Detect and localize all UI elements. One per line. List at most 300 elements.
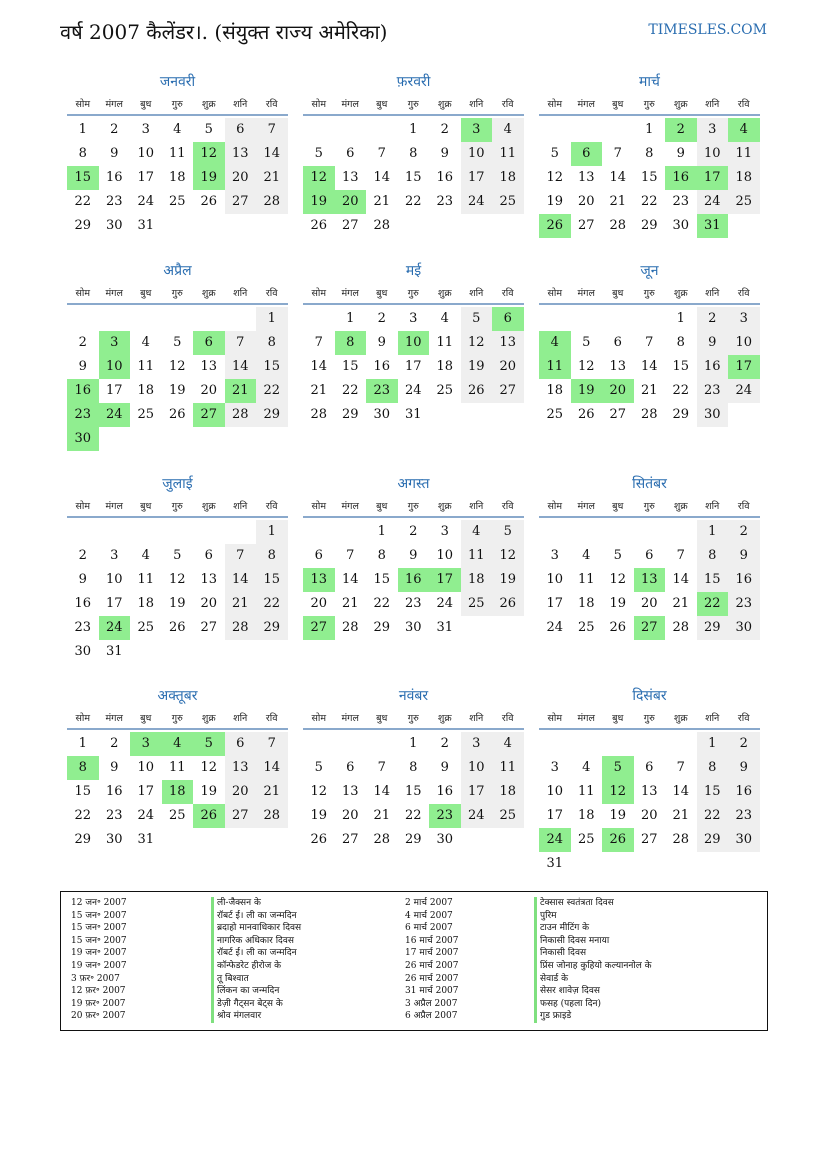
- empty-cell: [539, 118, 571, 142]
- day-cell: 2: [110, 122, 119, 137]
- empty-cell: [602, 307, 634, 331]
- legend-date: 15 जन॰ 2007: [71, 910, 127, 921]
- day-cell: 11: [137, 359, 155, 374]
- day-cell: 16: [373, 359, 391, 374]
- legend-holiday-name: रॉबर्ट ई। ली का जन्मदिन: [211, 947, 392, 960]
- day-cell: 3: [409, 311, 418, 326]
- day-cell: 10: [697, 142, 729, 166]
- weekday-label: रवि: [737, 99, 750, 110]
- weekday-header: [539, 498, 760, 518]
- weekday-label: सोम: [311, 501, 327, 512]
- empty-cell: [571, 118, 603, 142]
- weekday-label: शनि: [233, 288, 248, 299]
- legend-date: 15 जन॰ 2007: [71, 935, 127, 946]
- day-cell: 1: [409, 122, 418, 137]
- day-cell: 3: [461, 732, 493, 756]
- day-cell: 9: [440, 760, 449, 775]
- legend-date: 31 मार्च 2007: [405, 986, 459, 997]
- day-cell: 4: [492, 732, 524, 756]
- holiday-day-cell: 19: [303, 190, 335, 214]
- month-block: [303, 72, 524, 238]
- day-cell: 18: [137, 383, 155, 398]
- holiday-day-cell: 12: [193, 142, 225, 166]
- weekday-label: शुक्र: [437, 288, 452, 299]
- day-cell: 3: [728, 307, 760, 331]
- day-cell: 8: [697, 756, 729, 780]
- day-cell: 1: [409, 736, 418, 751]
- day-cell: 7: [676, 760, 685, 775]
- empty-cell: [571, 732, 603, 756]
- day-cell: 29: [404, 832, 422, 847]
- day-cell: 22: [74, 808, 92, 823]
- weekday-label: बुध: [376, 99, 388, 110]
- weekday-label: सोम: [75, 99, 91, 110]
- day-cell: 2: [697, 307, 729, 331]
- day-cell: 3: [440, 524, 449, 539]
- day-cell: 25: [168, 808, 186, 823]
- holiday-day-cell: 4: [539, 331, 571, 355]
- holiday-day-cell: 26: [602, 828, 634, 852]
- day-cell: 14: [373, 170, 391, 185]
- day-cell: 23: [436, 194, 454, 209]
- day-cell: 7: [314, 335, 323, 350]
- weekday-label: गुरु: [407, 501, 419, 512]
- month-block: [67, 686, 288, 852]
- day-cell: 30: [105, 218, 123, 233]
- day-cell: 8: [78, 146, 87, 161]
- day-cell: 25: [137, 407, 155, 422]
- day-cell: 30: [728, 616, 760, 640]
- weekday-label: शुक्र: [673, 288, 688, 299]
- holiday-day-cell: 5: [602, 756, 634, 780]
- holiday-day-cell: 16: [665, 166, 697, 190]
- weekday-label: शनि: [233, 99, 248, 110]
- day-cell: 13: [200, 572, 218, 587]
- month-block: [67, 261, 288, 451]
- day-cell: 27: [609, 407, 627, 422]
- day-cell: 1: [377, 524, 386, 539]
- empty-cell: [539, 520, 571, 544]
- day-cell: 11: [728, 142, 760, 166]
- day-cell: 1: [676, 311, 685, 326]
- holiday-day-cell: 4: [728, 118, 760, 142]
- day-cell: 23: [105, 194, 123, 209]
- day-cell: 29: [341, 407, 359, 422]
- day-cell: 17: [546, 596, 564, 611]
- day-cell: 8: [676, 335, 685, 350]
- weekday-label: गुरु: [643, 713, 655, 724]
- month-name: मार्च: [639, 74, 660, 90]
- weekday-label: रवि: [265, 288, 278, 299]
- legend-date: 26 मार्च 2007: [405, 961, 459, 971]
- weekday-header: [539, 285, 760, 305]
- day-cell: 9: [409, 548, 418, 563]
- day-cell: 14: [672, 572, 690, 587]
- day-cell: 27: [577, 218, 595, 233]
- day-cell: 2: [409, 524, 418, 539]
- weekday-label: बुध: [140, 99, 152, 110]
- day-cell: 20: [225, 166, 257, 190]
- day-cell: 8: [409, 146, 418, 161]
- holiday-day-cell: 17: [697, 166, 729, 190]
- day-cell: 19: [546, 194, 564, 209]
- day-cell: 23: [105, 808, 123, 823]
- day-cell: 22: [74, 194, 92, 209]
- empty-cell: [99, 520, 131, 544]
- weekday-label: बुध: [376, 288, 388, 299]
- weekday-label: शनि: [705, 501, 720, 512]
- weekday-label: गुरु: [171, 501, 183, 512]
- month-name: जून: [640, 263, 659, 279]
- day-cell: 11: [137, 572, 155, 587]
- day-cell: 11: [436, 335, 454, 350]
- day-cell: 28: [373, 832, 391, 847]
- weekday-label: रवि: [737, 501, 750, 512]
- day-cell: 7: [377, 146, 386, 161]
- holiday-day-cell: 16: [67, 379, 99, 403]
- weekday-label: मंगल: [105, 99, 123, 110]
- day-cell: 15: [672, 359, 690, 374]
- month-block: [539, 72, 760, 238]
- weekday-label: शुक्र: [673, 99, 688, 110]
- weekday-label: शुक्र: [201, 288, 216, 299]
- day-cell: 15: [640, 170, 658, 185]
- day-cell: 17: [105, 596, 123, 611]
- day-cell: 11: [492, 756, 524, 780]
- legend-date: 16 मार्च 2007: [405, 935, 459, 946]
- empty-cell: [335, 732, 367, 756]
- day-cell: 12: [310, 784, 328, 799]
- weekday-label: सोम: [547, 288, 563, 299]
- day-cell: 10: [546, 784, 564, 799]
- day-cell: 5: [204, 122, 213, 137]
- weekday-label: बुध: [140, 501, 152, 512]
- weekday-label: बुध: [612, 99, 624, 110]
- day-cell: 14: [341, 572, 359, 587]
- weekday-label: सोम: [75, 501, 91, 512]
- legend-holiday-name: ब्रदाहो मानवाधिकार दिवस: [211, 922, 392, 935]
- day-cell: 13: [341, 170, 359, 185]
- weekday-label: गुरु: [643, 99, 655, 110]
- day-cell: 24: [546, 620, 564, 635]
- weekday-label: शनि: [469, 288, 484, 299]
- day-cell: 2: [440, 122, 449, 137]
- day-grid: [539, 118, 760, 238]
- day-cell: 12: [492, 544, 524, 568]
- day-cell: 23: [672, 194, 690, 209]
- day-cell: 20: [310, 596, 328, 611]
- day-cell: 9: [78, 572, 87, 587]
- empty-cell: [225, 520, 257, 544]
- weekday-label: मंगल: [105, 713, 123, 724]
- legend-holiday-name: डेज़ी गैट्सन बेट्स के: [211, 998, 392, 1011]
- day-cell: 3: [110, 548, 119, 563]
- day-cell: 26: [492, 592, 524, 616]
- day-cell: 21: [225, 592, 257, 616]
- weekday-label: सोम: [75, 288, 91, 299]
- day-cell: 23: [404, 596, 422, 611]
- day-cell: 12: [200, 760, 218, 775]
- day-cell: 18: [436, 359, 454, 374]
- day-cell: 9: [377, 335, 386, 350]
- holiday-day-cell: 31: [697, 214, 729, 238]
- day-cell: 12: [168, 359, 186, 374]
- day-cell: 6: [613, 335, 622, 350]
- empty-cell: [303, 732, 335, 756]
- day-cell: 14: [225, 568, 257, 592]
- day-cell: 18: [137, 596, 155, 611]
- month-name: फ़रवरी: [396, 74, 431, 90]
- day-cell: 16: [105, 170, 123, 185]
- day-cell: 16: [697, 355, 729, 379]
- holiday-legend: [60, 891, 768, 1031]
- day-cell: 3: [697, 118, 729, 142]
- day-cell: 26: [168, 407, 186, 422]
- month-name: जुलाई: [162, 476, 193, 492]
- day-cell: 17: [546, 808, 564, 823]
- day-cell: 25: [492, 804, 524, 828]
- day-cell: 17: [105, 383, 123, 398]
- day-cell: 22: [256, 379, 288, 403]
- empty-cell: [303, 118, 335, 142]
- day-cell: 4: [461, 520, 493, 544]
- day-cell: 19: [200, 784, 218, 799]
- day-cell: 29: [74, 832, 92, 847]
- page-title: वर्ष 2007 कैलेंडर।. (संयुक्त राज्य अमेरिका): [60, 20, 388, 44]
- legend-holiday-name: टाउन मीटिंग के: [534, 922, 715, 935]
- day-cell: 13: [640, 784, 658, 799]
- weekday-label: गुरु: [643, 288, 655, 299]
- day-cell: 28: [672, 620, 690, 635]
- weekday-label: बुध: [612, 501, 624, 512]
- day-cell: 4: [141, 335, 150, 350]
- weekday-label: शनि: [469, 501, 484, 512]
- month-name: जनवरी: [159, 74, 196, 90]
- month-name: दिसंबर: [632, 688, 667, 704]
- empty-cell: [634, 732, 666, 756]
- day-cell: 8: [409, 760, 418, 775]
- day-cell: 17: [461, 166, 493, 190]
- empty-cell: [634, 307, 666, 331]
- legend-date: 26 मार्च 2007: [405, 973, 459, 984]
- weekday-label: गुरु: [407, 713, 419, 724]
- day-cell: 27: [225, 190, 257, 214]
- day-cell: 13: [225, 756, 257, 780]
- day-cell: 28: [373, 218, 391, 233]
- day-cell: 10: [137, 146, 155, 161]
- day-cell: 28: [341, 620, 359, 635]
- day-cell: 13: [577, 170, 595, 185]
- weekday-label: शनि: [705, 713, 720, 724]
- day-cell: 17: [461, 780, 493, 804]
- month-block: [539, 686, 760, 876]
- day-cell: 30: [105, 832, 123, 847]
- holiday-day-cell: 11: [539, 355, 571, 379]
- day-cell: 7: [256, 118, 288, 142]
- day-cell: 14: [225, 355, 257, 379]
- day-cell: 10: [137, 760, 155, 775]
- day-cell: 20: [640, 808, 658, 823]
- day-cell: 2: [377, 311, 386, 326]
- day-cell: 2: [728, 520, 760, 544]
- day-cell: 6: [204, 548, 213, 563]
- day-cell: 5: [550, 146, 559, 161]
- legend-holiday-name: सेवार्ड के: [534, 973, 715, 986]
- day-cell: 28: [310, 407, 328, 422]
- day-cell: 18: [546, 383, 564, 398]
- day-cell: 15: [256, 355, 288, 379]
- day-cell: 16: [74, 596, 92, 611]
- weekday-label: शुक्र: [201, 713, 216, 724]
- day-cell: 5: [314, 760, 323, 775]
- month-block: [303, 261, 524, 427]
- day-cell: 2: [728, 732, 760, 756]
- day-cell: 24: [461, 190, 493, 214]
- day-cell: 21: [256, 780, 288, 804]
- day-cell: 28: [672, 832, 690, 847]
- day-cell: 25: [492, 190, 524, 214]
- weekday-header: [539, 710, 760, 730]
- holiday-day-cell: 17: [429, 568, 461, 592]
- empty-cell: [162, 520, 194, 544]
- day-cell: 21: [672, 596, 690, 611]
- weekday-label: गुरु: [407, 99, 419, 110]
- day-cell: 27: [341, 832, 359, 847]
- empty-cell: [303, 520, 335, 544]
- day-cell: 22: [373, 596, 391, 611]
- day-cell: 12: [461, 331, 493, 355]
- day-cell: 5: [461, 307, 493, 331]
- day-cell: 19: [168, 383, 186, 398]
- day-cell: 31: [137, 218, 155, 233]
- day-cell: 10: [728, 331, 760, 355]
- legend-date: 6 मार्च 2007: [405, 923, 453, 934]
- holiday-day-cell: 2: [665, 118, 697, 142]
- day-cell: 4: [173, 122, 182, 137]
- month-name: सितंबर: [632, 476, 667, 492]
- weekday-header: [303, 285, 524, 305]
- legend-holiday-name: टेक्सास स्वतंत्रता दिवस: [534, 897, 715, 910]
- empty-cell: [602, 732, 634, 756]
- holiday-day-cell: 3: [130, 732, 162, 756]
- holiday-day-cell: 27: [634, 616, 666, 640]
- day-cell: 7: [256, 732, 288, 756]
- weekday-label: मंगल: [577, 99, 595, 110]
- day-cell: 26: [609, 620, 627, 635]
- day-cell: 13: [609, 359, 627, 374]
- day-cell: 7: [225, 331, 257, 355]
- holiday-day-cell: 19: [193, 166, 225, 190]
- weekday-label: मंगल: [577, 288, 595, 299]
- weekday-header: [67, 498, 288, 518]
- day-cell: 17: [404, 359, 422, 374]
- day-cell: 20: [200, 596, 218, 611]
- holiday-day-cell: 12: [303, 166, 335, 190]
- weekday-label: शनि: [705, 288, 720, 299]
- day-cell: 25: [728, 190, 760, 214]
- day-cell: 16: [436, 784, 454, 799]
- day-cell: 1: [697, 732, 729, 756]
- holiday-day-cell: 20: [602, 379, 634, 403]
- holiday-day-cell: 4: [162, 732, 194, 756]
- day-cell: 15: [74, 784, 92, 799]
- day-cell: 20: [341, 808, 359, 823]
- day-grid: [539, 520, 760, 640]
- day-cell: 24: [436, 596, 454, 611]
- day-cell: 4: [582, 548, 591, 563]
- day-cell: 21: [640, 383, 658, 398]
- day-cell: 6: [645, 760, 654, 775]
- day-cell: 26: [310, 218, 328, 233]
- weekday-label: शनि: [469, 713, 484, 724]
- day-cell: 22: [404, 194, 422, 209]
- day-cell: 19: [461, 355, 493, 379]
- day-cell: 29: [256, 616, 288, 640]
- empty-cell: [665, 520, 697, 544]
- day-cell: 18: [492, 166, 524, 190]
- holiday-day-cell: 30: [67, 427, 99, 451]
- day-cell: 11: [168, 146, 186, 161]
- empty-cell: [225, 307, 257, 331]
- day-cell: 30: [728, 828, 760, 852]
- empty-cell: [539, 732, 571, 756]
- day-cell: 25: [577, 620, 595, 635]
- legend-holiday-name: ली-जैक्सन के: [211, 897, 392, 910]
- weekday-label: रवि: [737, 288, 750, 299]
- empty-cell: [99, 307, 131, 331]
- holiday-day-cell: 10: [398, 331, 430, 355]
- day-cell: 21: [672, 808, 690, 823]
- day-cell: 8: [377, 548, 386, 563]
- holiday-day-cell: 5: [193, 732, 225, 756]
- site-link[interactable]: TIMESLES.COM: [648, 22, 767, 38]
- month-name: अप्रैल: [163, 263, 192, 279]
- day-cell: 5: [314, 146, 323, 161]
- day-cell: 26: [577, 407, 595, 422]
- day-cell: 30: [373, 407, 391, 422]
- day-cell: 6: [225, 732, 257, 756]
- day-cell: 22: [341, 383, 359, 398]
- legend-holiday-name: श्रोव मंगलवार: [211, 1010, 392, 1023]
- day-cell: 17: [137, 170, 155, 185]
- day-cell: 12: [577, 359, 595, 374]
- weekday-label: शनि: [233, 713, 248, 724]
- day-cell: 15: [404, 170, 422, 185]
- day-cell: 22: [256, 592, 288, 616]
- day-cell: 6: [645, 548, 654, 563]
- day-cell: 6: [225, 118, 257, 142]
- empty-cell: [67, 520, 99, 544]
- weekday-label: सोम: [547, 501, 563, 512]
- day-cell: 18: [728, 166, 760, 190]
- legend-date: 19 जन॰ 2007: [71, 961, 127, 971]
- day-cell: 26: [168, 620, 186, 635]
- holiday-day-cell: 17: [728, 355, 760, 379]
- weekday-label: मंगल: [341, 713, 359, 724]
- empty-cell: [665, 732, 697, 756]
- day-cell: 14: [640, 359, 658, 374]
- empty-cell: [366, 732, 398, 756]
- day-cell: 11: [461, 544, 493, 568]
- holiday-day-cell: 26: [193, 804, 225, 828]
- day-cell: 29: [640, 218, 658, 233]
- day-cell: 2: [110, 736, 119, 751]
- holiday-day-cell: 13: [634, 568, 666, 592]
- day-cell: 16: [728, 780, 760, 804]
- day-cell: 19: [609, 596, 627, 611]
- weekday-header: [303, 710, 524, 730]
- day-cell: 20: [577, 194, 595, 209]
